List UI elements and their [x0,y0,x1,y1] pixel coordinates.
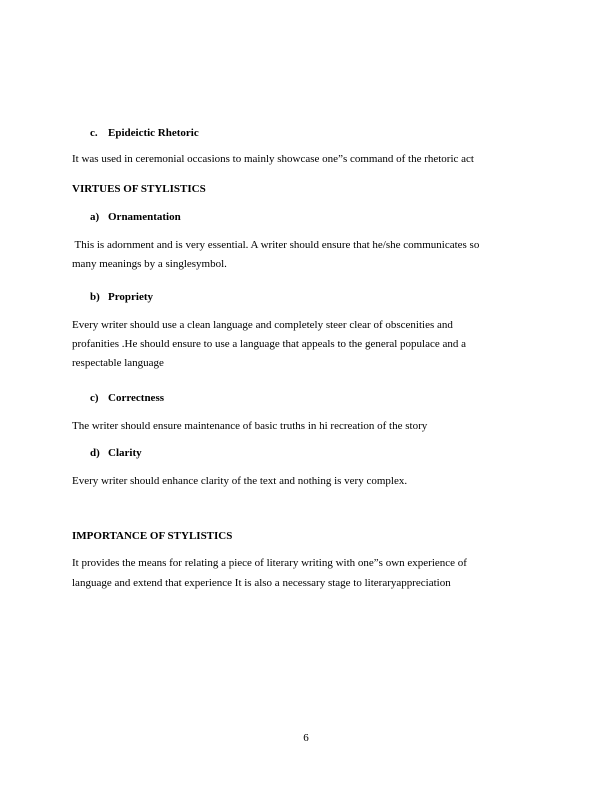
list-marker: c. [90,127,98,139]
paragraph-line: language and extend that experience It is also a necessary stage to literaryappreciation [72,577,451,589]
subheading-text: Propriety [108,291,154,303]
page-number: 6 [303,732,309,744]
paragraph-line: Every writer should use a clean language and completely steer clear of obscenities and [72,319,453,331]
list-marker: b) [90,291,100,303]
paragraph: It was used in ceremonial occasions to mainly showcase one”s command of the rhetoric act [72,153,474,165]
subheading-epideictic-rhetoric [90,127,199,140]
subheading-correctness [90,392,164,405]
paragraph-line: many meanings by a singlesymbol. [72,258,227,270]
heading-importance: IMPORTANCE OF STYLISTICS [72,530,233,542]
list-marker: d) [90,447,100,459]
list-marker: c) [90,392,99,404]
paragraph-line: It provides the means for relating a piece of literary writing with one”s own experience of [72,557,467,569]
subheading-clarity [90,447,142,460]
subheading-text: Clarity [108,447,142,459]
subheading-text: Correctness [108,392,164,404]
subheading-ornamentation [90,211,181,224]
paragraph-line: The writer should ensure maintenance of basic truths in hi recreation of the story [72,420,428,432]
paragraph-line: respectable language [72,357,164,369]
heading-virtues: VIRTUES OF STYLISTICS [72,183,206,195]
subheading-propriety [90,291,153,304]
paragraph-line: profanities .He should ensure to use a language that appeals to the general populace and a [72,338,467,350]
paragraph-line: Every writer should enhance clarity of the text and nothing is very complex. [72,475,408,487]
list-marker: a) [90,211,100,223]
subheading-text: Epideictic Rhetoric [108,127,199,139]
subheading-text: Ornamentation [108,211,181,223]
paragraph-line: This is adornment and is very essential. A writer should ensure that he/she communicates so [72,239,480,251]
